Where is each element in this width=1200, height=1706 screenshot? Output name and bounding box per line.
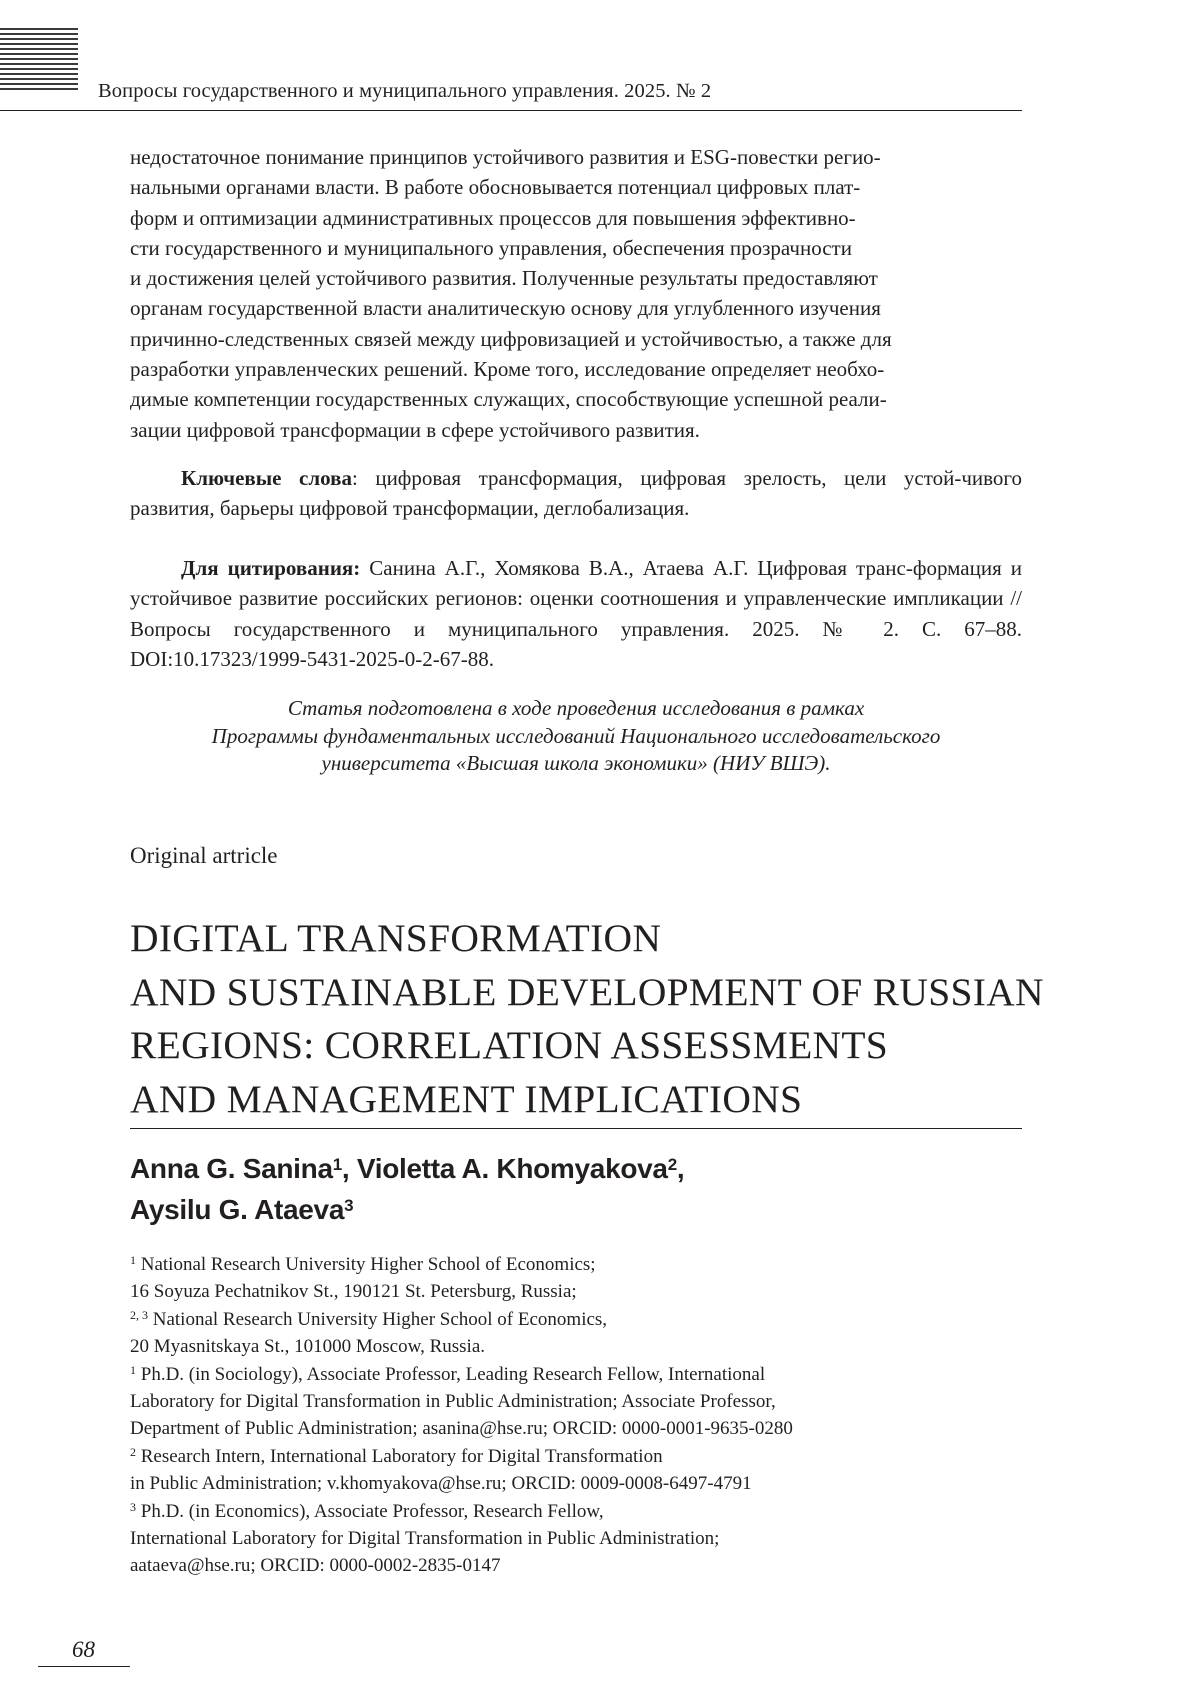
abstract-line: нальными органами власти. В работе обосновывается потенциал цифровых плат- [130,175,861,200]
affiliation-text: aataeva@hse.ru; ORCID: 0000-0002-2835-0147 [130,1555,501,1577]
author-separator: , [341,1153,357,1184]
citation-paragraph [130,553,1022,674]
affiliation-line [130,1388,1022,1415]
abstract-line: разработки управленческих решений. Кроме того, исследование определяет необхо- [130,357,885,382]
affiliation-mark: 1 [130,1253,136,1267]
affiliation-line [130,1498,1022,1525]
title-rule [130,1128,1022,1129]
funding-line: Статья подготовлена в ходе проведения исследования в рамках [287,696,865,720]
affiliation-mark: 1 [130,1362,136,1377]
affiliation-line [130,1525,1022,1552]
abstract-continuation [130,142,1022,445]
author-list [130,1148,1022,1230]
funding-note [130,695,1022,778]
affiliation-line [130,1251,1022,1278]
abstract-line: и достижения целей устойчивого развития. Полученные результаты предоставляют [130,266,878,291]
footer-rule [38,1666,130,1667]
abstract-line: сти государственного и муниципального управления, обеспечения прозрачности [130,235,852,260]
keywords-paragraph [130,463,1022,524]
abstract-line: димые компетенции государственных служащих, способствующие успешной реали- [130,387,887,412]
affiliation-line [130,1552,1022,1579]
affiliation-line [130,1470,1022,1497]
author-separator: , [676,1153,685,1184]
keywords-label: Ключевые слова [181,466,352,490]
header-stripes-decoration [0,28,78,93]
affiliation-mark: 2 [130,1444,136,1459]
funding-line: университета «Высшая школа экономики» (НИУ ВШЭ). [321,751,831,776]
affiliation-text: National Research University Higher School of Economics; [136,1254,596,1275]
citation-label: Для цитирования: [181,556,361,580]
article-title [130,912,1044,1126]
affiliation-line [130,1443,1022,1470]
affiliation-text: Research Intern, International Laboratory for Digital Transformation [136,1445,663,1467]
citation-text: Санина А.Г., Хомякова В.А., Атаева А.Г. Цифровая транс-формация и устойчивое развитие российских регионов: оценки соотношения и управленческие импликации // Вопросы государственного и муниципального управления. 2025. № 2. С. 67–88. DOI:10.17323/1999-5431-2025-0-2-67-88. [130,556,1022,671]
affiliation-text: International Laboratory for Digital Transformation in Public Administration; [130,1528,720,1550]
affiliations [130,1251,1022,1580]
affiliation-text: Ph.D. (in Sociology), Associate Professor, Leading Research Fellow, International [136,1363,766,1385]
abstract-line: недостаточное понимание принципов устойчивого развития и ESG-повестки регио- [130,145,881,169]
title-line: AND SUSTAINABLE DEVELOPMENT OF RUSSIAN [130,969,1044,1014]
journal-running-header: Вопросы государственного и муниципального управления. 2025. № 2 [98,80,712,102]
author-name: Violetta A. Khomyakova [356,1153,668,1184]
affiliation-text: Laboratory for Digital Transformation in Public Administration; Associate Professor, [130,1391,776,1413]
funding-line: Программы фундаментальных исследований Национального исследовательского [211,723,941,748]
affiliation-text: in Public Administration; v.khomyakova@hse.ru; ORCID: 0009-0008-6497-4791 [130,1473,752,1495]
author-affiliation-mark: 3 [344,1196,354,1215]
affiliation-mark: 3 [130,1499,136,1514]
affiliation-text: National Research University Higher School of Economics, [148,1308,608,1330]
affiliation-line [130,1306,1022,1333]
affiliation-line [130,1415,1022,1442]
affiliation-text: 16 Soyuza Pechatnikov St., 190121 St. Petersburg, Russia; [130,1281,577,1303]
affiliation-line [130,1278,1022,1305]
title-line: AND MANAGEMENT IMPLICATIONS [130,1076,803,1121]
author-affiliation-mark: 1 [332,1155,342,1174]
abstract-line: органам государственной власти аналитическую основу для углубленного изучения [130,296,881,321]
affiliation-line [130,1361,1022,1388]
affiliation-mark: 2, 3 [130,1307,148,1322]
abstract-line: форм и оптимизации административных процессов для повышения эффективно- [130,205,856,230]
title-line: REGIONS: CORRELATION ASSESSMENTS [130,1023,889,1068]
header-rule [0,110,1022,111]
author-name: Aysilu G. Ataeva [130,1194,345,1225]
article-type: Original artricle [130,843,278,868]
abstract-line: причинно-следственных связей между цифровизацией и устойчивостью, а также для [130,326,892,351]
affiliation-text: Ph.D. (in Economics), Associate Professor, Research Fellow, [136,1500,604,1522]
affiliation-text: Department of Public Administration; asanina@hse.ru; ORCID: 0000-0001-9635-0280 [130,1418,793,1440]
author-name: Anna G. Sanina [130,1153,333,1184]
keywords-text: : цифровая трансформация, цифровая зрелость, цели устой-чивого развития, барьеры цифровой трансформации, деглобализация. [130,466,1022,521]
affiliation-text: 20 Myasnitskaya St., 101000 Moscow, Russia. [130,1336,486,1358]
abstract-line: зации цифровой трансформации в сфере устойчивого развития. [130,417,700,442]
page-number: 68 [72,1637,95,1662]
affiliation-line [130,1333,1022,1360]
author-affiliation-mark: 2 [667,1155,677,1174]
title-line: DIGITAL TRANSFORMATION [130,916,662,960]
